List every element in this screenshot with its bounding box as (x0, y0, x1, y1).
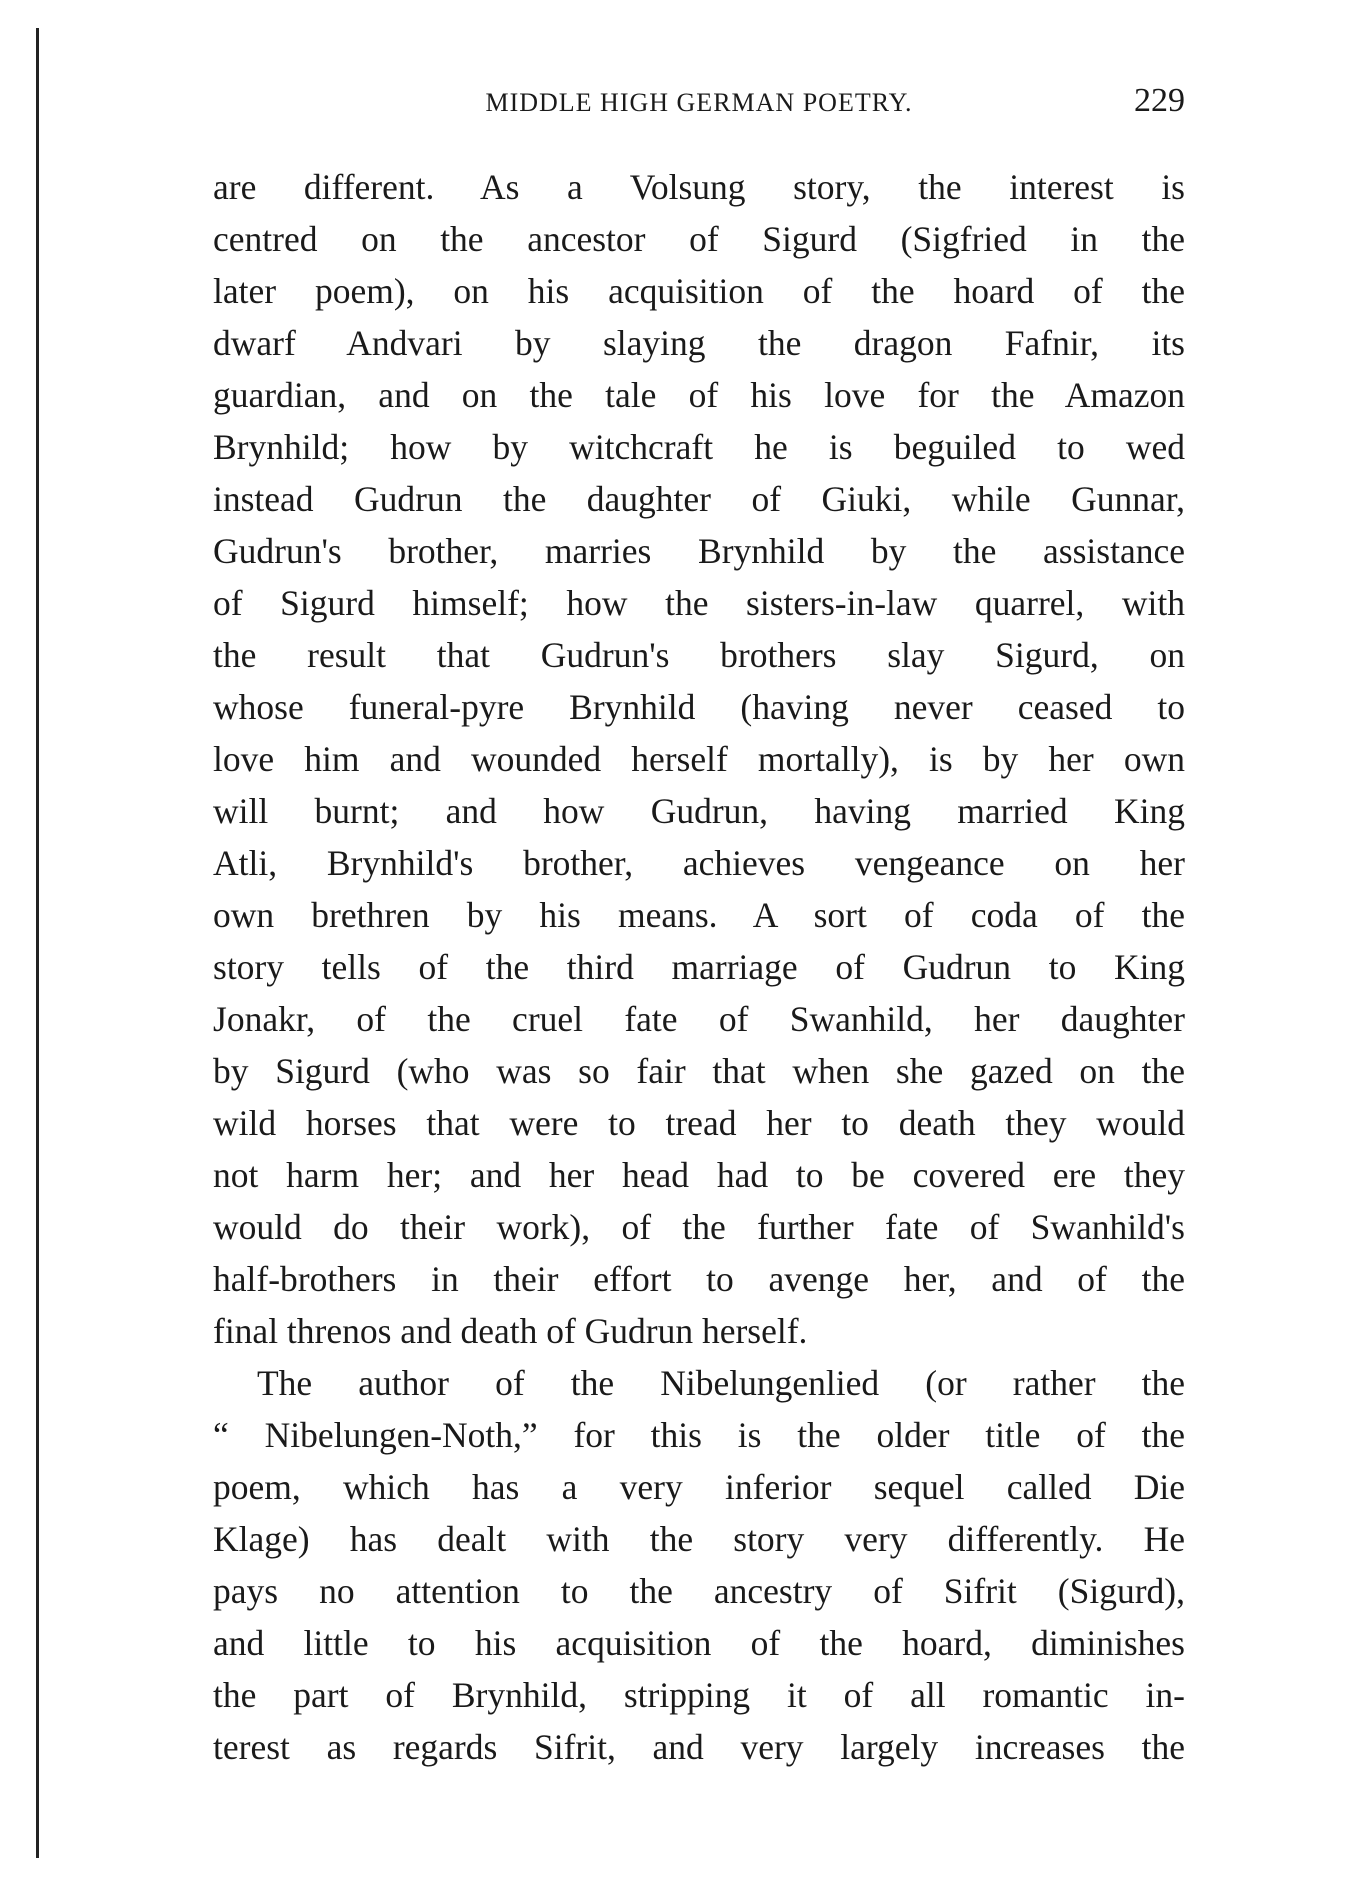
text-line: Klage) has dealt with the story very differently. He (213, 1519, 1185, 1559)
paragraph-1 (213, 161, 1185, 1357)
text-line: guardian, and on the tale of his love for the Amazon (213, 375, 1185, 415)
running-title: MIDDLE HIGH GERMAN POETRY. (485, 88, 913, 117)
text-line: centred on the ancestor of Sigurd (Sigfried in the (213, 219, 1185, 259)
text-line: wild horses that were to tread her to death they would (213, 1103, 1185, 1143)
text-line: half-brothers in their effort to avenge her, and of the (213, 1259, 1185, 1299)
text-line: Jonakr, of the cruel fate of Swanhild, her daughter (213, 999, 1185, 1039)
text-line: own brethren by his means. A sort of coda of the (213, 895, 1185, 935)
text-line: final threnos and death of Gudrun herself. (213, 1311, 808, 1351)
text-line: of Sigurd himself; how the sisters-in-law quarrel, with (213, 583, 1185, 623)
text-line: pays no attention to the ancestry of Sifrit (Sigurd), (213, 1571, 1185, 1611)
text-line: Atli, Brynhild's brother, achieves vengeance on her (213, 843, 1185, 883)
text-line: by Sigurd (who was so fair that when she gazed on the (213, 1051, 1185, 1091)
text-line: the result that Gudrun's brothers slay Sigurd, on (213, 635, 1185, 675)
text-line: Gudrun's brother, marries Brynhild by the assistance (213, 531, 1185, 571)
text-line: love him and wounded herself mortally), is by her own (213, 739, 1185, 779)
running-header (213, 80, 1185, 120)
text-line: poem, which has a very inferior sequel called Die (213, 1467, 1185, 1507)
text-line: the part of Brynhild, stripping it of all romantic in- (213, 1675, 1185, 1715)
page-number: 229 (1134, 82, 1185, 119)
text-line: are different. As a Volsung story, the interest is (213, 167, 1185, 207)
text-line: not harm her; and her head had to be covered ere they (213, 1155, 1185, 1195)
text-line: Brynhild; how by witchcraft he is beguiled to wed (213, 427, 1185, 467)
text-line: will burnt; and how Gudrun, having married King (213, 791, 1185, 831)
text-line: would do their work), of the further fate of Swanhild's (213, 1207, 1185, 1247)
text-line: instead Gudrun the daughter of Giuki, while Gunnar, (213, 479, 1185, 519)
text-line: whose funeral-pyre Brynhild (having never ceased to (213, 687, 1185, 727)
body-text (213, 161, 1185, 1773)
text-line: story tells of the third marriage of Gudrun to King (213, 947, 1185, 987)
page-edge-rule (36, 28, 39, 1858)
text-line: dwarf Andvari by slaying the dragon Fafnir, its (213, 323, 1185, 363)
text-line: later poem), on his acquisition of the hoard of the (213, 271, 1185, 311)
text-line: The author of the Nibelungenlied (or rather the (257, 1363, 1185, 1403)
text-line: “ Nibelungen-Noth,” for this is the older title of the (213, 1415, 1185, 1455)
paragraph-2 (213, 1357, 1185, 1773)
text-line: terest as regards Sifrit, and very largely increases the (213, 1727, 1185, 1767)
text-line: and little to his acquisition of the hoard, diminishes (213, 1623, 1185, 1663)
